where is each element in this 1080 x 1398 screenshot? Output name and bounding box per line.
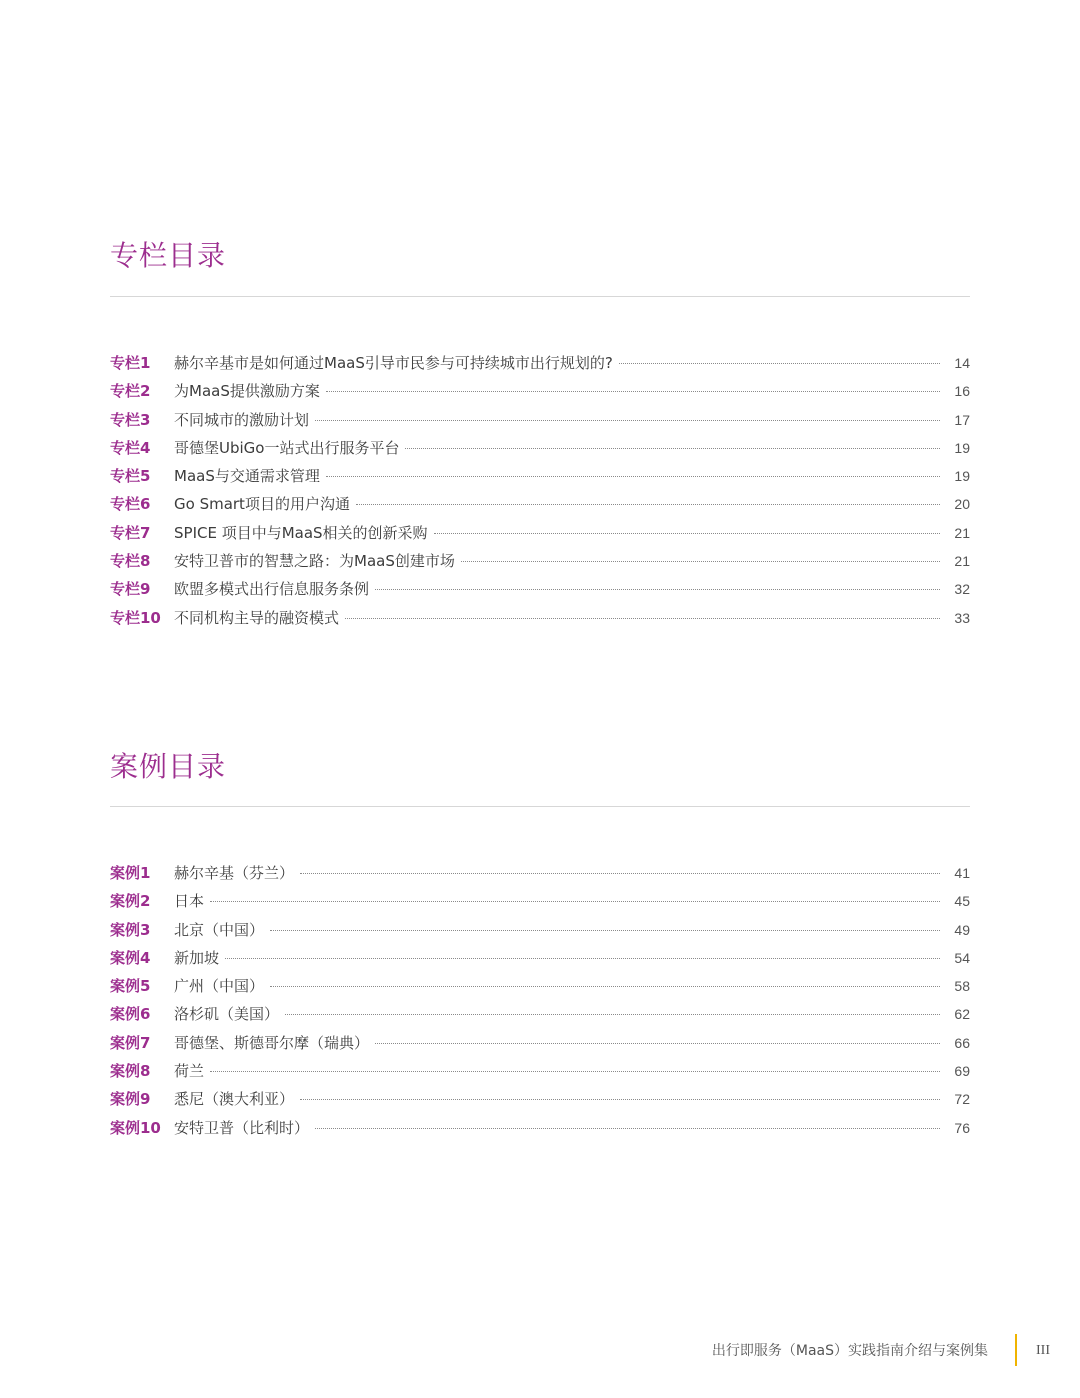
toc-entry[interactable]	[110, 1114, 970, 1142]
toc-dot-leader	[375, 589, 940, 590]
toc-entry[interactable]	[110, 972, 970, 1000]
toc-entry[interactable]	[110, 604, 970, 632]
toc-dot-leader	[210, 901, 940, 902]
toc-entry[interactable]	[110, 406, 970, 434]
toc-entry-page: 20	[954, 496, 970, 513]
toc-entry-label: 专栏3	[110, 410, 151, 429]
toc-entry[interactable]	[110, 377, 970, 405]
toc-entry-label: 专栏5	[110, 467, 151, 486]
toc-dot-leader	[434, 533, 940, 534]
footer-page-number: III	[1036, 1343, 1050, 1358]
toc-entry-label: 案例8	[110, 1062, 151, 1081]
toc-entry-title: 悉尼（澳大利亚）	[174, 1090, 295, 1109]
toc-dot-leader	[270, 930, 940, 931]
columns-toc-divider	[110, 296, 970, 297]
toc-entry-label: 专栏4	[110, 438, 151, 457]
toc-entry-label: 案例6	[110, 1005, 151, 1024]
toc-entry-title: 新加坡	[174, 948, 220, 967]
toc-dot-leader	[285, 1014, 940, 1015]
toc-entry-label: 案例1	[110, 864, 151, 882]
toc-entry-page: 17	[954, 411, 970, 428]
toc-dot-leader	[326, 476, 940, 477]
toc-entry-title: 安特卫普（比利时）	[174, 1118, 310, 1137]
columns-toc-list	[110, 349, 970, 632]
toc-entry-page: 33	[954, 609, 970, 626]
toc-entry-title: Go Smart项目的用户沟通	[174, 495, 350, 514]
toc-entry-label: 案例4	[110, 948, 151, 967]
toc-dot-leader	[315, 1128, 940, 1129]
columns-toc-heading: 专栏目录	[110, 239, 227, 272]
cases-toc-section	[110, 747, 970, 1137]
toc-entry-page: 14	[954, 355, 970, 371]
toc-entry-title: 洛杉矶（美国）	[174, 1005, 280, 1024]
toc-entry-label: 案例10	[110, 1118, 161, 1137]
toc-entry[interactable]	[110, 575, 970, 603]
toc-entry-title: 不同城市的激励计划	[174, 410, 310, 429]
cases-toc-heading: 案例目录	[110, 750, 227, 783]
cases-toc-list	[110, 859, 970, 1142]
toc-entry[interactable]	[110, 859, 970, 887]
toc-entry[interactable]	[110, 1000, 970, 1028]
toc-entry[interactable]	[110, 519, 970, 547]
toc-entry-page: 21	[954, 524, 970, 541]
toc-entry-page: 19	[954, 439, 970, 456]
columns-toc-section	[110, 236, 970, 627]
toc-entry-title: 日本	[174, 892, 205, 911]
toc-entry-label: 专栏8	[110, 552, 151, 571]
cases-toc-divider	[110, 806, 970, 807]
toc-entry-title: 赫尔辛基（芬兰）	[174, 864, 295, 882]
toc-entry-title: 哥德堡、斯德哥尔摩（瑞典）	[174, 1033, 370, 1052]
toc-entry-page: 72	[954, 1091, 970, 1108]
toc-entry-label: 专栏7	[110, 523, 151, 542]
toc-entry-label: 案例2	[110, 892, 151, 911]
toc-entry-title: 哥德堡UbiGo一站式出行服务平台	[174, 438, 400, 457]
toc-entry-page: 41	[954, 865, 970, 881]
toc-entry-page: 66	[954, 1034, 970, 1051]
toc-dot-leader	[461, 561, 940, 562]
toc-entry-label: 专栏9	[110, 580, 151, 599]
toc-entry-page: 16	[954, 383, 970, 400]
toc-entry[interactable]	[110, 916, 970, 944]
toc-entry[interactable]	[110, 1057, 970, 1085]
toc-entry-label: 案例3	[110, 920, 151, 939]
toc-entry-title: 不同机构主导的融资模式	[174, 608, 340, 627]
footer-accent-bar	[1015, 1334, 1017, 1366]
toc-dot-leader	[210, 1071, 940, 1072]
toc-entry-title: 北京（中国）	[174, 920, 265, 939]
toc-entry-page: 19	[954, 468, 970, 485]
toc-dot-leader	[405, 448, 940, 449]
toc-entry-title: 荷兰	[174, 1062, 205, 1081]
toc-dot-leader	[300, 1099, 940, 1100]
toc-entry[interactable]	[110, 547, 970, 575]
toc-dot-leader	[315, 420, 940, 421]
toc-entry-page: 32	[954, 581, 970, 598]
toc-entry-page: 49	[954, 921, 970, 938]
toc-entry-page: 45	[954, 893, 970, 910]
toc-entry-page: 58	[954, 978, 970, 995]
toc-entry-title: 广州（中国）	[174, 977, 265, 996]
toc-entry[interactable]	[110, 490, 970, 518]
toc-dot-leader	[225, 958, 940, 959]
toc-entry[interactable]	[110, 434, 970, 462]
toc-entry[interactable]	[110, 944, 970, 972]
toc-entry[interactable]	[110, 462, 970, 490]
toc-dot-leader	[270, 986, 940, 987]
toc-entry[interactable]	[110, 349, 970, 377]
toc-dot-leader	[619, 363, 940, 364]
toc-entry-page: 54	[954, 949, 970, 966]
toc-dot-leader	[375, 1043, 940, 1044]
toc-entry-label: 专栏6	[110, 495, 151, 514]
toc-entry-page: 76	[954, 1119, 970, 1136]
footer-publication-title: 出行即服务（MaaS）实践指南介绍与案例集	[711, 1343, 988, 1359]
toc-entry-title: SPICE 项目中与MaaS相关的创新采购	[174, 523, 428, 542]
toc-entry-label: 专栏1	[110, 354, 151, 372]
toc-entry-label: 案例7	[110, 1033, 151, 1052]
toc-entry-title: MaaS与交通需求管理	[174, 467, 320, 486]
toc-entry[interactable]	[110, 1029, 970, 1057]
toc-dot-leader	[326, 391, 940, 392]
toc-entry-title: 安特卫普市的智慧之路：为MaaS创建市场	[174, 552, 455, 571]
toc-dot-leader	[356, 504, 940, 505]
toc-dot-leader	[300, 873, 940, 874]
toc-entry[interactable]	[110, 887, 970, 915]
toc-entry-title: 欧盟多模式出行信息服务条例	[174, 580, 370, 599]
toc-entry-title: 赫尔辛基市是如何通过MaaS引导市民参与可持续城市出行规划的?	[174, 354, 613, 372]
toc-entry-title: 为MaaS提供激励方案	[174, 382, 320, 401]
toc-entry-label: 专栏10	[110, 608, 161, 627]
toc-dot-leader	[345, 618, 940, 619]
toc-entry-label: 案例9	[110, 1090, 151, 1109]
toc-entry-page: 21	[954, 553, 970, 570]
toc-entry-page: 69	[954, 1063, 970, 1080]
toc-entry-label: 案例5	[110, 977, 151, 996]
toc-entry-label: 专栏2	[110, 382, 151, 401]
toc-entry[interactable]	[110, 1085, 970, 1113]
toc-entry-page: 62	[954, 1006, 970, 1023]
